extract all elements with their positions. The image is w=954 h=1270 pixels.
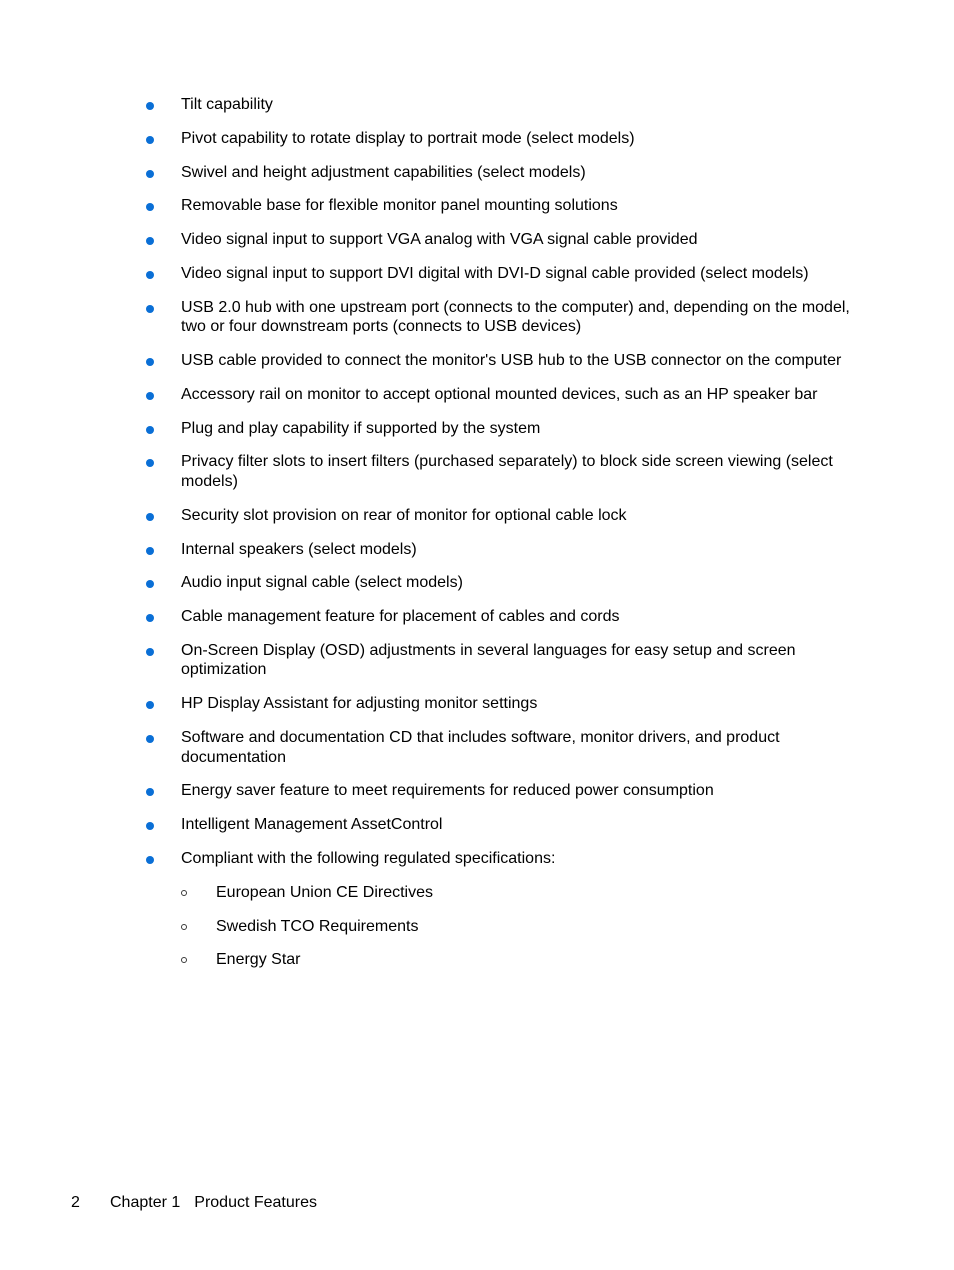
bullet-icon (146, 136, 154, 144)
feature-text: Video signal input to support DVI digital with DVI-D signal cable provided (select models) (181, 264, 809, 282)
page-number: 2 (71, 1194, 80, 1211)
feature-text: Video signal input to support VGA analog with VGA signal cable provided (181, 231, 698, 249)
feature-text: Removable base for flexible monitor panel mounting solutions (181, 197, 618, 215)
bullet-icon (146, 271, 154, 279)
bullet-icon (146, 426, 154, 434)
feature-text: Compliant with the following regulated specifications: (181, 849, 556, 867)
list-item (0, 385, 954, 405)
list-item (0, 163, 954, 183)
feature-text: Plug and play capability if supported by the system (181, 419, 541, 437)
bullet-icon (146, 170, 154, 178)
bullet-icon (146, 547, 154, 555)
sub-list-item (181, 950, 874, 970)
feature-text: HP Display Assistant for adjusting monitor settings (181, 695, 538, 713)
list-item (0, 849, 954, 970)
feature-text: Intelligent Management AssetControl (181, 816, 443, 834)
list-item (0, 781, 954, 801)
bullet-icon (146, 580, 154, 588)
list-item (0, 573, 954, 593)
feature-text: On-Screen Display (OSD) adjustments in several languages for easy setup and screen optimization (181, 641, 796, 679)
list-item (0, 728, 954, 767)
sub-list-item (181, 917, 874, 937)
feature-text: Internal speakers (select models) (181, 540, 417, 558)
hollow-bullet-icon (181, 924, 187, 930)
feature-text: Swivel and height adjustment capabilities (select models) (181, 163, 586, 181)
feature-text: Pivot capability to rotate display to portrait mode (select models) (181, 129, 635, 147)
list-item (0, 815, 954, 835)
feature-text: Accessory rail on monitor to accept optional mounted devices, such as an HP speaker bar (181, 385, 818, 403)
specification-text: Swedish TCO Requirements (216, 917, 419, 935)
list-item (0, 264, 954, 284)
bullet-icon (146, 856, 154, 864)
sub-list-item (181, 883, 874, 903)
list-item (0, 129, 954, 149)
list-item (0, 419, 954, 439)
page-footer (71, 1193, 317, 1212)
chapter-title: Product Features (194, 1194, 317, 1211)
feature-text: Cable management feature for placement of cables and cords (181, 608, 620, 626)
bullet-icon (146, 614, 154, 622)
feature-text: USB cable provided to connect the monitor's USB hub to the USB connector on the computer (181, 352, 842, 370)
bullet-icon (146, 237, 154, 245)
feature-list (0, 95, 954, 984)
list-item (0, 452, 954, 491)
feature-text: Software and documentation CD that includes software, monitor drivers, and product documentation (181, 729, 780, 766)
list-item (0, 607, 954, 627)
list-item (0, 298, 954, 337)
list-item (0, 196, 954, 216)
bullet-icon (146, 102, 154, 110)
specifications-list (181, 883, 874, 970)
list-item (0, 506, 954, 526)
hollow-bullet-icon (181, 957, 187, 963)
bullet-icon (146, 735, 154, 743)
specification-text: European Union CE Directives (216, 883, 433, 901)
feature-text: Security slot provision on rear of monitor for optional cable lock (181, 506, 627, 524)
list-item (0, 95, 954, 115)
hollow-bullet-icon (181, 890, 187, 896)
bullet-icon (146, 203, 154, 211)
bullet-icon (146, 648, 154, 656)
feature-text: USB 2.0 hub with one upstream port (connects to the computer) and, depending on the model, two or four downstream ports (connects to USB devices) (181, 298, 850, 336)
list-item (0, 351, 954, 371)
list-item (0, 694, 954, 714)
bullet-icon (146, 701, 154, 709)
list-item (0, 230, 954, 250)
bullet-icon (146, 822, 154, 830)
list-item (0, 641, 954, 680)
chapter-label: Chapter 1 (110, 1194, 181, 1211)
feature-text: Energy saver feature to meet requirements for reduced power consumption (181, 782, 714, 800)
bullet-icon (146, 459, 154, 467)
bullet-icon (146, 305, 154, 313)
bullet-icon (146, 392, 154, 400)
bullet-icon (146, 358, 154, 366)
feature-text: Tilt capability (181, 96, 273, 113)
feature-text: Audio input signal cable (select models) (181, 574, 463, 592)
list-item (0, 540, 954, 560)
bullet-icon (146, 513, 154, 521)
specification-text: Energy Star (216, 951, 301, 969)
bullet-icon (146, 788, 154, 796)
feature-text: Privacy filter slots to insert filters (purchased separately) to block side screen viewing (select models) (181, 453, 833, 490)
